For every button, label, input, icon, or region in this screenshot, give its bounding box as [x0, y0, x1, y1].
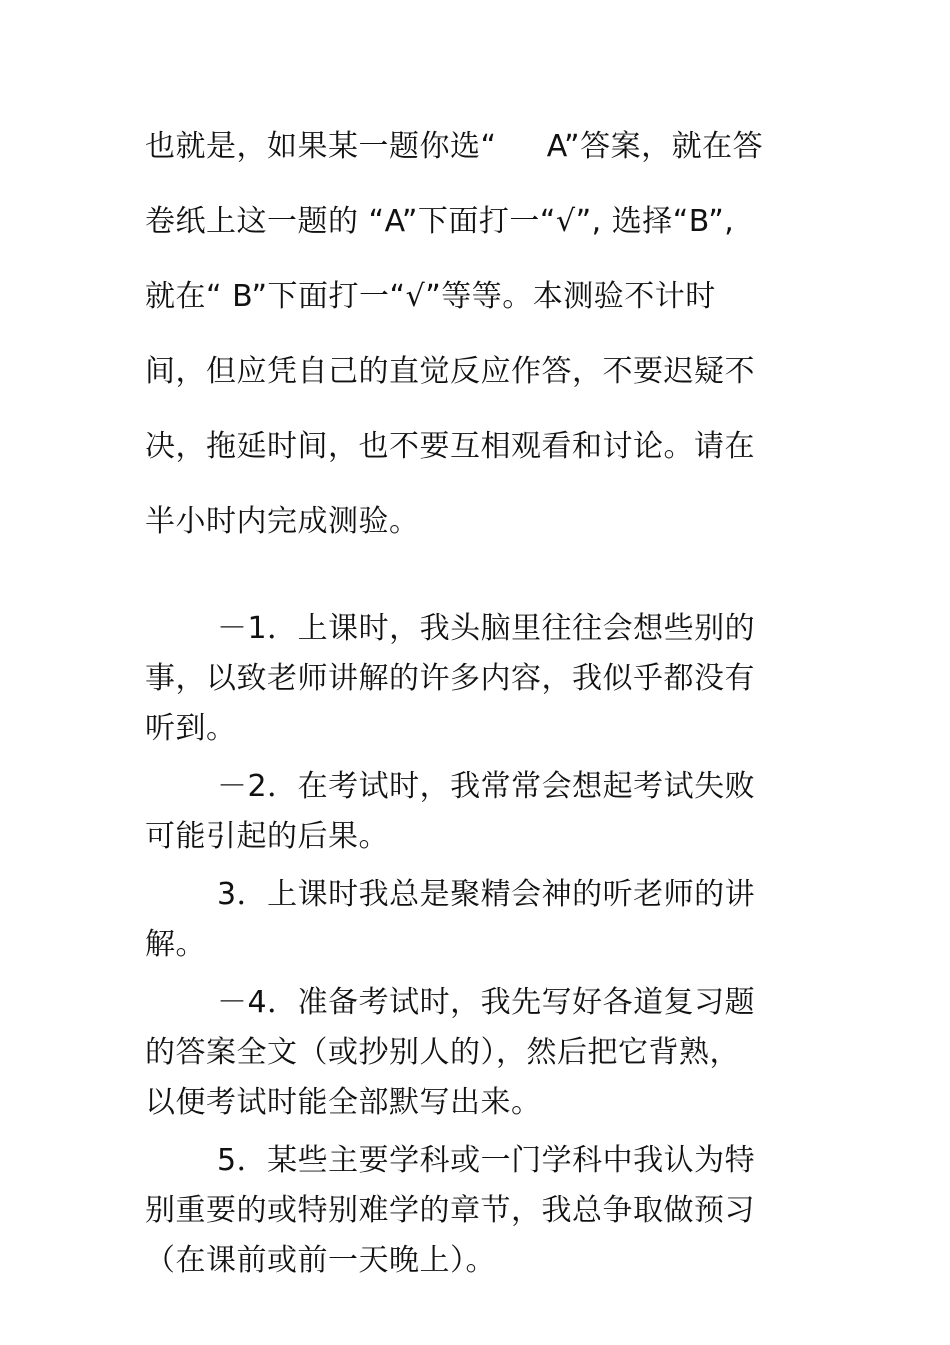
- question-line: －4．准备考试时，我先写好各道复习题: [217, 985, 756, 1020]
- question-item: [145, 605, 865, 755]
- intro-line: 半小时内完成测验。: [145, 504, 420, 539]
- question-line: 的答案全文（或抄别人的），然后把它背熟，: [145, 1035, 740, 1070]
- question-item: [145, 979, 865, 1129]
- intro-line: 间，但应凭自己的直觉反应作答，不要迟疑不: [145, 354, 755, 389]
- intro-paragraph: [145, 120, 865, 570]
- intro-line: 就在“ B”下面打一“√”等等。本测验不计时: [145, 279, 716, 314]
- question-line: 3．上课时我总是聚精会神的听老师的讲: [217, 877, 756, 912]
- question-line: －1．上课时，我头脑里往往会想些别的: [217, 611, 756, 646]
- question-line: 以便考试时能全部默写出来。: [145, 1085, 542, 1120]
- question-item: [145, 1137, 865, 1287]
- question-item: [145, 871, 865, 971]
- intro-line: 决，拖延时间，也不要互相观看和讨论。请在: [145, 429, 755, 464]
- intro-line: 也就是，如果某一题你选“ A”答案，就在答: [145, 129, 764, 164]
- question-list: [145, 605, 865, 1295]
- question-line: 事，以致老师讲解的许多内容，我似乎都没有: [145, 661, 755, 696]
- intro-line: 卷纸上这一题的 “A”下面打一“√”, 选择“B”,: [145, 204, 735, 239]
- question-item: [145, 763, 865, 863]
- question-line: －2．在考试时，我常常会想起考试失败: [217, 769, 756, 804]
- question-line: 别重要的或特别难学的章节，我总争取做预习: [145, 1193, 755, 1228]
- question-line: 解。: [145, 927, 206, 962]
- question-line: 听到。: [145, 711, 237, 746]
- question-line: 5．某些主要学科或一门学科中我认为特: [217, 1143, 756, 1178]
- question-line: （在课前或前一天晚上）。: [145, 1243, 496, 1278]
- question-line: 可能引起的后果。: [145, 819, 389, 854]
